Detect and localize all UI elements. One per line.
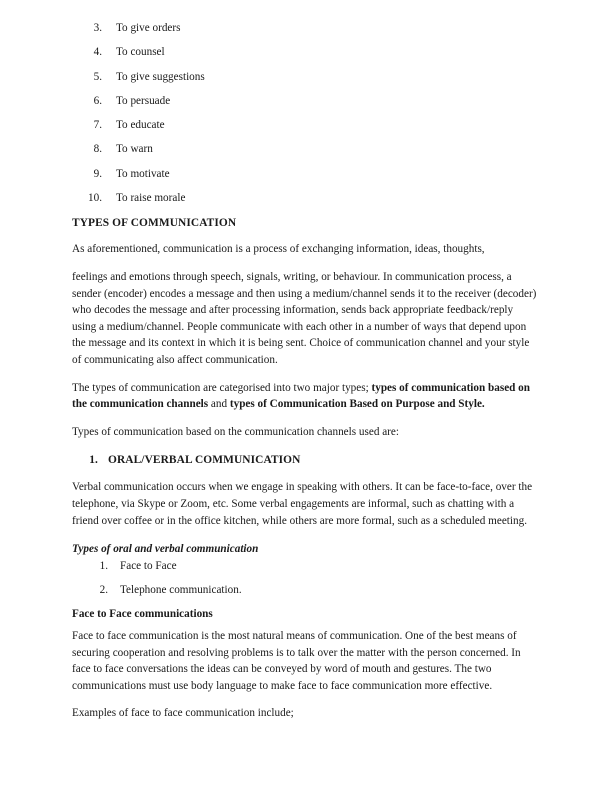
list-item	[72, 584, 540, 597]
section-heading-types-of-communication: TYPES OF COMMUNICATION	[72, 217, 237, 230]
heading-face-to-face-communications: Face to Face communications	[72, 608, 213, 621]
list-item-number: 3.	[93, 22, 102, 34]
list-item	[72, 168, 540, 181]
list-item-number: 1.	[99, 560, 108, 573]
list-item-label: To educate	[116, 119, 165, 132]
heading-oral-verbal-communication	[72, 453, 540, 467]
list-item-label: Face to Face	[120, 560, 177, 573]
list-item	[72, 22, 540, 35]
list-item-number: 9.	[93, 167, 102, 180]
categories-lead-text: The types of communication are categorised into two major types;	[72, 381, 372, 394]
categories-middle-text: and	[208, 398, 230, 411]
categories-bold-channels: types of communication based on the communication channels	[72, 381, 530, 411]
list-item	[72, 46, 540, 59]
intro-paragraph: As aforementioned, communication is a process of exchanging information, ideas, thoughts,	[72, 243, 485, 256]
channels-intro-line: Types of communication based on the communication channels used are:	[72, 425, 399, 438]
face-to-face-paragraph: Face to face communication is the most natural means of communication. One of the best means of securing cooperation and resolving problems is to talk over the matter with the person concerned. In face to face conversations the ideas can be conveyed by word of mouth and gestures. The two communications must use body language to make face to face communication more effective.	[72, 630, 521, 692]
heading-number: 1.	[89, 454, 98, 467]
list-item-label: Telephone communication.	[120, 583, 242, 596]
list-item-label: To give orders	[116, 22, 181, 34]
verbal-communication-paragraph: Verbal communication occurs when we engage in speaking with others. It can be face-to-face, over the telephone, via Skype or Zoom, etc. Some verbal engagements are informal, such as chatting with a friend over coffee or in the office kitchen, while others are more formal, such as a scheduled meeting.	[72, 481, 533, 527]
list-item-number: 2.	[99, 583, 108, 596]
list-item-label: To raise morale	[116, 192, 186, 205]
list-item-number: 7.	[93, 119, 102, 132]
list-item	[72, 560, 540, 573]
communication-process-paragraph: feelings and emotions through speech, signals, writing, or behaviour. In communication process, a sender (encoder) encodes a message and then using a medium/channel sends it to the receiver (decoder) who decodes the message and after processing information, sends back appropriate feedback/reply using a medium/channel. People communicate with each other in a number of ways that depend upon the message and its context in which it is being sent. Choice of communication channel and your style of communicating also affect communication.	[72, 270, 537, 366]
list-item	[72, 71, 540, 84]
examples-line: Examples of face to face communication include;	[72, 707, 294, 720]
heading-label: ORAL/VERBAL COMMUNICATION	[108, 454, 301, 467]
list-item-label: To give suggestions	[116, 70, 205, 83]
list-item-number: 10.	[88, 192, 102, 205]
categories-bold-purpose-style: types of Communication Based on Purpose and Style.	[229, 398, 485, 411]
list-item	[72, 119, 540, 132]
document-content	[72, 22, 540, 722]
purpose-of-communication-list	[72, 22, 540, 205]
list-item	[72, 143, 540, 156]
list-item-label: To motivate	[116, 167, 170, 180]
list-item	[72, 192, 540, 205]
list-item-number: 4.	[93, 46, 102, 59]
list-item-label: To counsel	[116, 46, 165, 59]
list-item-number: 8.	[93, 143, 102, 156]
list-item-label: To persuade	[116, 94, 171, 107]
categories-paragraph	[72, 380, 540, 413]
list-item-label: To warn	[116, 143, 153, 156]
list-item	[72, 95, 540, 108]
list-item-number: 5.	[93, 70, 102, 83]
heading-types-of-oral-and-verbal-communication: Types of oral and verbal communication	[72, 543, 259, 556]
oral-types-list	[72, 560, 540, 597]
list-item-number: 6.	[93, 94, 102, 107]
